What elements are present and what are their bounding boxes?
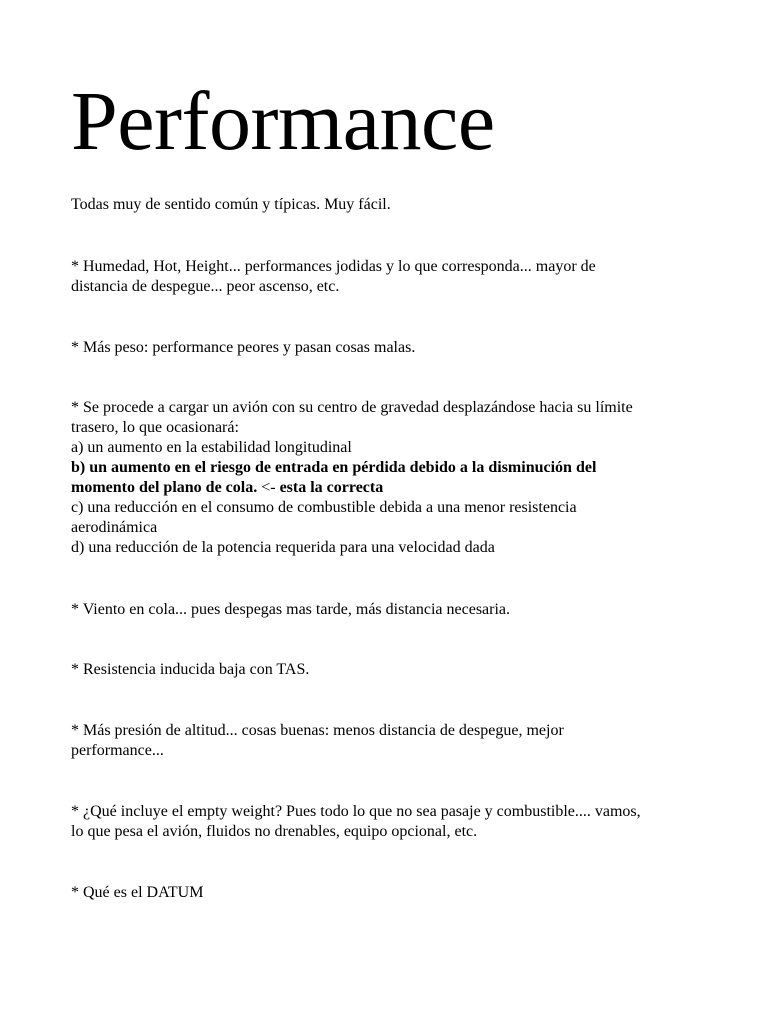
- empty-weight-paragraph: [71, 802, 703, 842]
- question-line-1: * Se procede a cargar un avión con su centro de gravedad desplazándose hacia su límite: [71, 399, 633, 416]
- humedad-paragraph: [71, 257, 703, 297]
- datum-paragraph: [71, 883, 703, 903]
- question-paragraph: [71, 398, 703, 558]
- option-c-line-1: c) una reducción en el consumo de combustible debida a una menor resistencia: [71, 499, 577, 516]
- resistencia-paragraph: [71, 660, 703, 680]
- presion-paragraph: [71, 721, 703, 761]
- intro-text: Todas muy de sentido común y típicas. Muy fácil.: [71, 196, 391, 213]
- page-title: Performance: [71, 75, 495, 168]
- option-b-line-2: [71, 478, 703, 498]
- intro-paragraph: [71, 195, 703, 215]
- resistencia-text: * Resistencia inducida baja con TAS.: [71, 661, 310, 678]
- presion-line-1: * Más presión de altitud... cosas buenas: menos distancia de despegue, mejor: [71, 722, 564, 739]
- question-line-2: trasero, lo que ocasionará:: [71, 419, 239, 436]
- option-a: a) un aumento en la estabilidad longitudinal: [71, 439, 352, 456]
- option-c-line-2: aerodinámica: [71, 519, 158, 536]
- viento-paragraph: [71, 600, 703, 620]
- presion-line-2: performance...: [71, 742, 164, 759]
- humedad-line-2: distancia de despegue... peor ascenso, etc.: [71, 278, 340, 295]
- peso-paragraph: [71, 338, 703, 358]
- datum-text: * Qué es el DATUM: [71, 884, 204, 901]
- option-b-arrow: <-: [257, 479, 280, 496]
- option-b-text: momento del plano de cola.: [71, 479, 258, 496]
- option-d: d) una reducción de la potencia requerida para una velocidad dada: [71, 539, 495, 556]
- option-b-line-1: b) un aumento en el riesgo de entrada en pérdida debido a la disminución del: [71, 459, 597, 476]
- humedad-line-1: * Humedad, Hot, Height... performances jodidas y lo que corresponda... mayor de: [71, 258, 596, 275]
- empty-weight-line-1: * ¿Qué incluye el empty weight? Pues todo lo que no sea pasaje y combustible.... vamos,: [71, 803, 641, 820]
- empty-weight-line-2: lo que pesa el avión, fluidos no drenables, equipo opcional, etc.: [71, 823, 478, 840]
- option-b-note: esta la correcta: [279, 479, 384, 496]
- peso-text: * Más peso: performance peores y pasan cosas malas.: [71, 339, 416, 356]
- viento-text: * Viento en cola... pues despegas mas tarde, más distancia necesaria.: [71, 601, 511, 618]
